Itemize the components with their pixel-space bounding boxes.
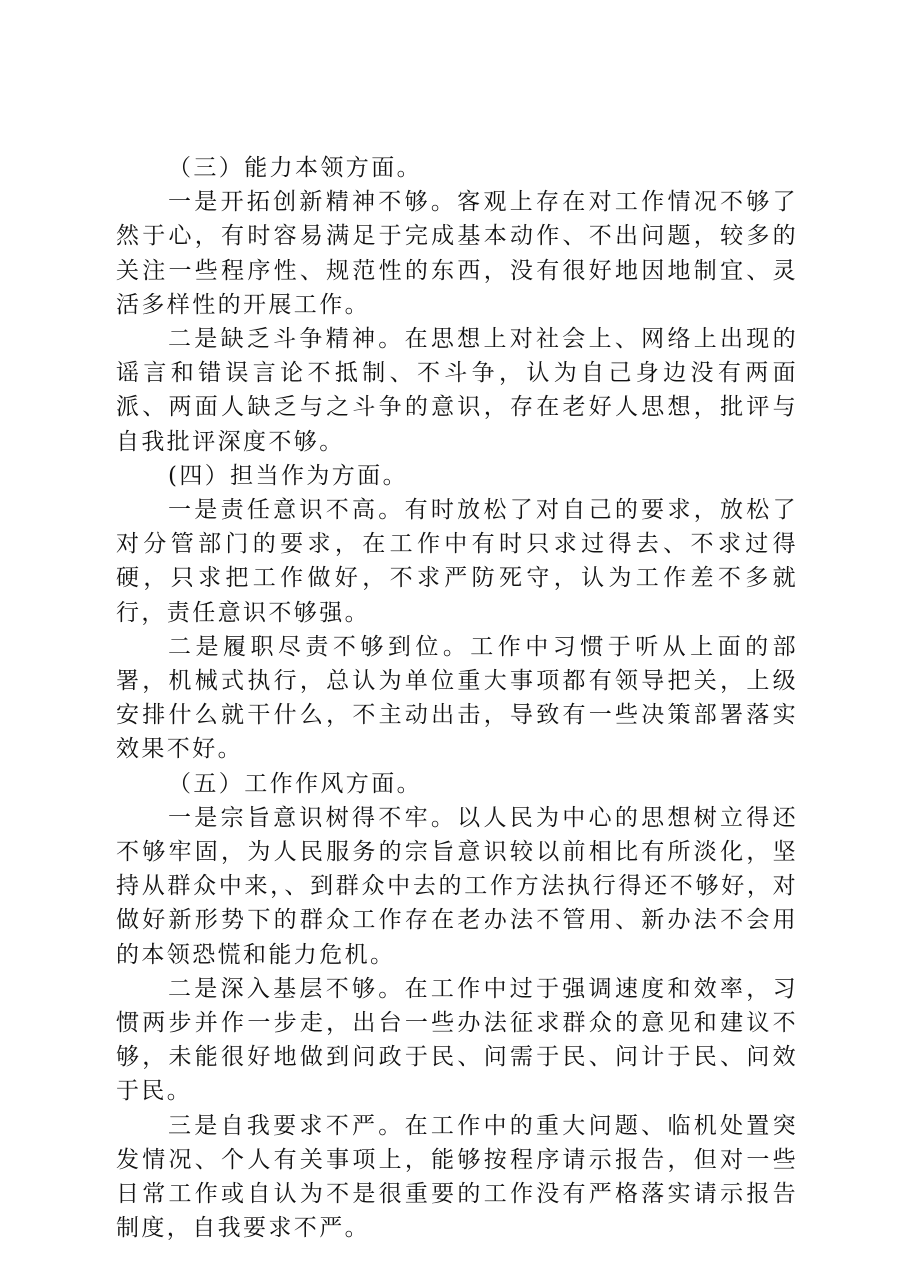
section-heading-work-style: （五）工作作风方面。 xyxy=(168,770,422,797)
paragraph-responsibility-awareness: 一是责任意识不高。有时放松了对自己的要求，放松了对分管部门的要求，在工作中有时只求过得去、不求过得硬，只求把工作做好，不求严防死守，认为工作差不多就行，责任意识不够强。 xyxy=(116,497,798,626)
paragraph-duty-performance: 二是履职尽责不够到位。工作中习惯于听从上面的部署，机械式执行，总认为单位重大事项都有领导把关，上级安排什么就干什么，不主动出击，导致有一些决策部署落实效果不好。 xyxy=(116,633,798,763)
document-body xyxy=(116,151,798,1246)
paragraph-struggle: 二是缺乏斗争精神。在思想上对社会上、网络上出现的谣言和错误言论不抵制、不斗争，认为自己身边没有两面派、两面人缺乏与之斗争的意识，存在老好人思想，批评与自我批评深度不够。 xyxy=(116,326,798,455)
section-heading-responsibility: (四）担当作为方面。 xyxy=(168,462,408,489)
section-heading-ability: （三）能力本领方面。 xyxy=(168,155,422,181)
paragraph-self-discipline: 三是自我要求不严。在工作中的重大问题、临机处置突发情况、个人有关事项上，能够按程序请示报告，但对一些日常工作或自认为不是很重要的工作没有严格落实请示报告制度，自我要求不严。 xyxy=(116,1112,798,1242)
paragraph-purpose-awareness: 一是宗旨意识树得不牢。以人民为中心的思想树立得还不够牢固，为人民服务的宗旨意识较以前相比有所淡化，坚持从群众中来，、到群众中去的工作方法执行得还不够好，对做好新形势下的群众工作存在老办法不管用、新办法不会用的本领恐慌和能力危机。 xyxy=(116,804,798,968)
paragraph-grassroots: 二是深入基层不够。在工作中过于强调速度和效率，习惯两步并作一步走，出台一些办法征求群众的意见和建议不够，未能很好地做到问政于民、问需于民、问计于民、问效于民。 xyxy=(116,975,798,1105)
paragraph-innovation: 一是开拓创新精神不够。客观上存在对工作情况不够了然于心，有时容易满足于完成基本动作、不出问题，较多的关注一些程序性、规范性的东西，没有很好地因地制宜、灵活多样性的开展工作。 xyxy=(116,189,798,318)
